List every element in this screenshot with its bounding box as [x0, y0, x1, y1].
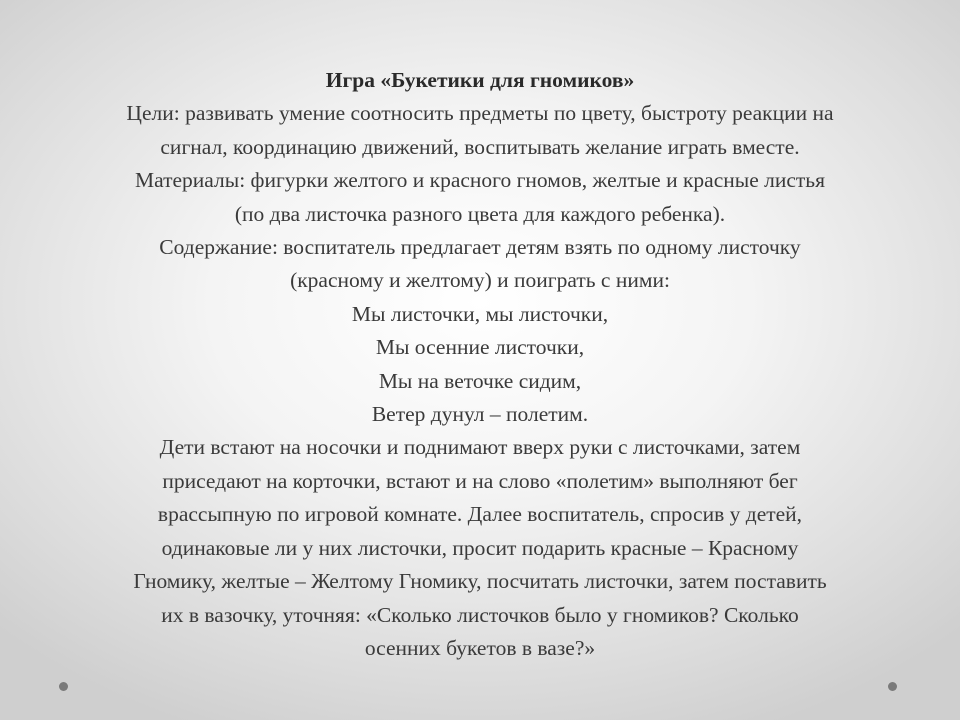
- bullet-dot-right-icon: [888, 682, 897, 691]
- text-line: осенних букетов в вазе?»: [364, 635, 596, 660]
- text-line: (по два листочка разного цвета для каждого ребенка).: [234, 201, 726, 226]
- text-line: Дети встают на носочки и поднимают вверх руки с листочками, затем: [159, 435, 801, 460]
- slide-text-block: [60, 64, 900, 665]
- game-title: Игра «Букетики для гномиков»: [325, 68, 635, 92]
- bullet-dot-left-icon: [59, 682, 68, 691]
- text-line: Содержание: воспитатель предлагает детям взять по одному листочку: [159, 235, 801, 260]
- text-line: Цели: развивать умение соотносить предметы по цвету, быстроту реакции на: [126, 101, 834, 126]
- poem-line: Ветер дунул – полетим.: [371, 402, 589, 427]
- text-line: сигнал, координацию движений, воспитывать желание играть вместе.: [160, 134, 800, 159]
- text-line: Гномику, желтые – Желтому Гномику, посчитать листочки, затем поставить: [133, 569, 827, 594]
- text-line: одинаковые ли у них листочки, просит подарить красные – Красному: [161, 535, 799, 560]
- poem-line: Мы листочки, мы листочки,: [351, 301, 609, 326]
- poem-line: Мы осенние листочки,: [375, 335, 585, 360]
- text-line: (красному и желтому) и поиграть с ними:: [290, 268, 670, 293]
- text-line: Материалы: фигурки желтого и красного гномов, желтые и красные листья: [135, 168, 825, 193]
- poem-line: Мы на веточке сидим,: [378, 368, 582, 393]
- text-line: приседают на корточки, встают и на слово «полетим» выполняют бег: [162, 468, 798, 493]
- text-line: их в вазочку, уточняя: «Сколько листочков было у гномиков? Сколько: [161, 602, 799, 627]
- text-line: врассыпную по игровой комнате. Далее воспитатель, спросив у детей,: [157, 502, 803, 527]
